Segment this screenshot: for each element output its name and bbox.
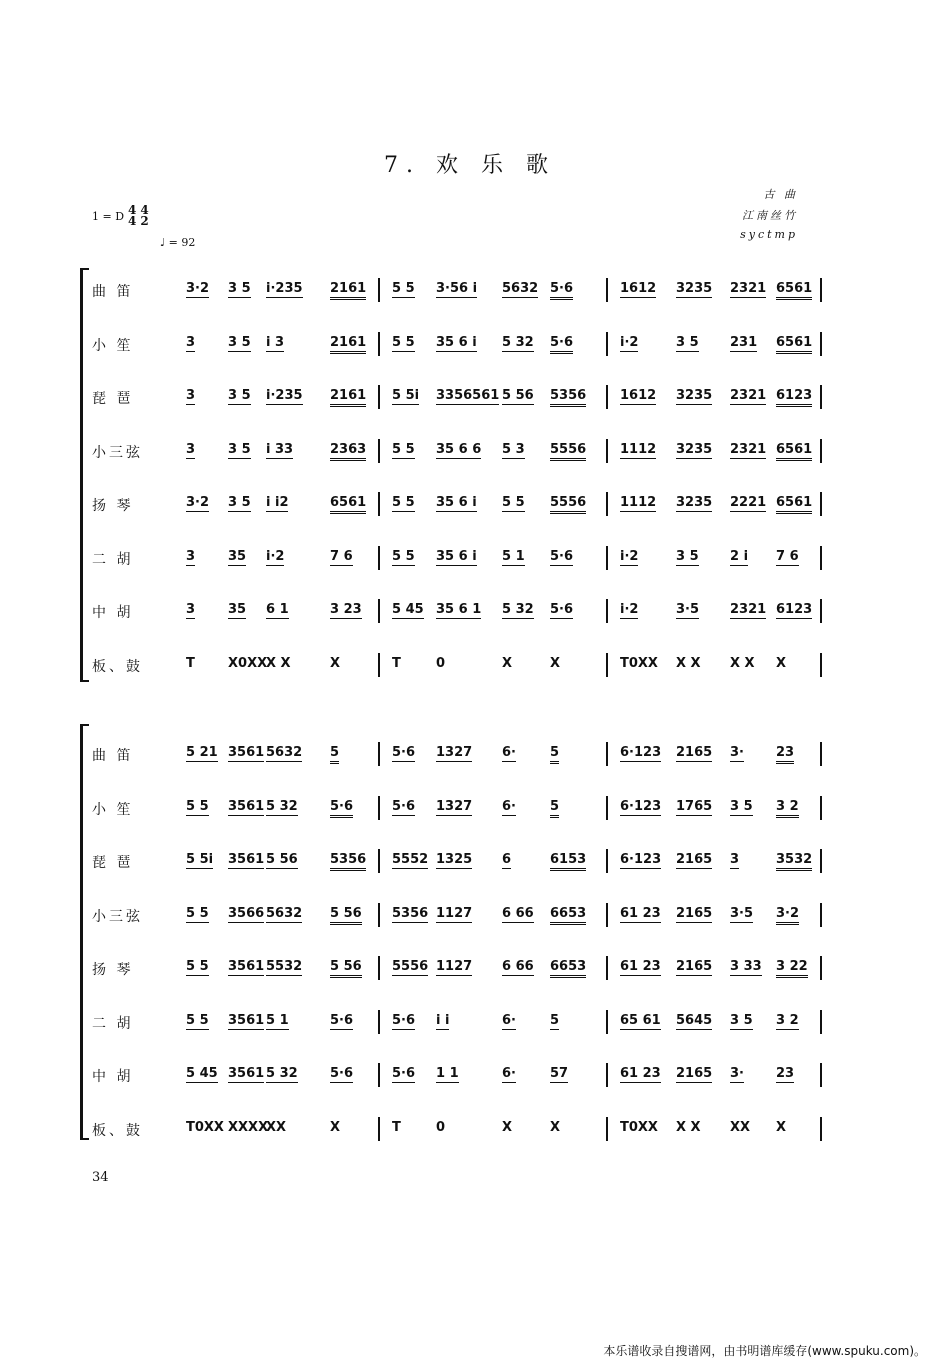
barline [820,546,822,570]
barline [606,546,608,570]
note-cell: i 3 [266,334,285,350]
barline [820,1010,822,1034]
note-cell: 3 [186,602,196,617]
note-cell: 1127 [436,959,473,974]
instrument-label: 曲 笛 [92,748,134,764]
barline [820,742,822,766]
note-cell: 5 56 [330,959,362,978]
note-cell: 5632 [266,905,303,921]
barline [378,796,380,820]
note-cell: 2165 [676,1066,713,1081]
note-cell: 6561 [776,442,812,461]
note-cell: 5 56 [330,906,362,925]
note-cell: 5·6 [330,1066,354,1081]
note-cell: 35 [228,548,247,564]
note-cell: i i2 [266,495,289,510]
barline [606,1010,608,1034]
note-cell: 5 56 [502,388,534,403]
note-cell: 2321 [730,388,767,403]
note-cell: 3356561 [436,388,500,403]
note-cell: 6·123 [620,798,662,814]
note-cell: 5 21 [186,745,218,760]
note-cell: 6561 [776,335,812,354]
note-cell: 3 23 [330,602,362,617]
note-cell: 6· [502,745,516,760]
note-cell: 5356 [550,388,586,407]
note-cell: 5 1 [266,1012,289,1028]
note-cell: 1327 [436,745,473,760]
note-cell: 3566 [228,905,265,921]
note-cell: 5 32 [502,334,534,350]
note-cell: 3 33 [730,959,762,974]
note-cell: i·235 [266,388,303,403]
note-cell: 23 [776,745,794,764]
note-cell: i·235 [266,281,303,296]
note-cell: 2165 [676,745,713,760]
note-cell: 5 [550,745,559,764]
note-cell: 3 [186,334,196,350]
note-cell: 0 [436,655,446,671]
note-cell: i·2 [266,548,285,564]
instrument-label: 扬 琴 [92,962,134,978]
note-cell: 5 5 [392,548,415,564]
note-cell: X X [266,655,291,671]
note-cell: 3 [186,388,196,403]
note-cell: 6·123 [620,852,662,867]
note-cell: 5532 [266,959,303,974]
note-cell: 3 5 [730,1012,753,1028]
note-cell: 3 2 [776,799,799,818]
note-cell: 3 [186,548,196,564]
barline [606,278,608,302]
note-cell: 6123 [776,388,812,407]
note-cell: 3235 [676,281,713,296]
note-cell: 1325 [436,852,473,867]
note-cell: 5632 [502,281,539,296]
barline [820,1117,822,1141]
note-cell: 5·6 [330,1012,354,1028]
note-cell: 3 5 [228,495,251,510]
barline [820,653,822,677]
barline [820,903,822,927]
note-cell: X X [730,655,755,671]
instrument-label: 小三弦 [92,908,143,925]
note-cell: 5 45 [392,602,424,617]
instrument-label: 曲 笛 [92,284,134,300]
note-cell: 2161 [330,281,366,300]
note-cell: 35 6 i [436,548,477,564]
note-cell: 5645 [676,1012,713,1028]
note-cell: 3235 [676,495,713,510]
note-cell: 3 5 [228,334,251,350]
note-cell: 3· [730,745,744,760]
barline [378,385,380,409]
barline [378,439,380,463]
note-cell: 5·6 [330,799,353,818]
note-cell: 1 1 [436,1066,459,1081]
note-cell: 23 [776,1066,795,1081]
note-cell: 5·6 [550,281,573,300]
note-cell: 3 [186,441,196,457]
barline [606,492,608,516]
note-cell: 5 5 [186,905,209,921]
note-cell: XX [730,1119,751,1135]
note-cell: 2363 [330,442,366,461]
note-cell: 6123 [776,602,813,617]
note-cell: X [502,655,513,671]
note-cell: 2161 [330,335,366,354]
note-cell: 5·6 [550,602,574,617]
note-cell: 3 5 [228,281,251,296]
barline [820,849,822,873]
note-cell: 5 5 [186,1012,209,1028]
note-cell: 6 1 [266,602,289,617]
note-cell: XXXX [228,1119,269,1135]
note-cell: 6 66 [502,959,534,974]
barline [378,742,380,766]
note-cell: X [776,655,787,671]
note-cell: i i [436,1012,450,1028]
instrument-label: 二 胡 [92,551,134,568]
note-cell: 6653 [550,959,586,978]
instrument-label: 琵 琶 [92,391,134,407]
note-cell: 6· [502,798,516,814]
note-cell: X X [676,655,701,671]
note-cell: 1612 [620,388,657,403]
note-cell: 3 5 [228,388,251,403]
instrument-label: 板、鼓 [92,1122,143,1139]
note-cell: 3561 [228,959,265,974]
note-cell: 35 6 i [436,495,477,510]
note-cell: 6· [502,1012,516,1028]
barline [606,439,608,463]
note-cell: 5556 [550,495,586,514]
note-cell: 3·5 [676,602,700,617]
note-cell: 1112 [620,441,657,457]
note-cell: 5 1 [502,548,525,564]
barline [820,278,822,302]
barline [378,546,380,570]
credit-arranger: syctmp [740,228,798,241]
key-label: 1 = D [92,209,125,223]
note-cell: 3·2 [776,906,799,925]
note-cell: 5·6 [550,548,574,564]
note-cell: 5 32 [502,602,534,617]
note-cell: 1765 [676,798,713,814]
note-cell: 65 61 [620,1012,661,1028]
barline [606,1117,608,1141]
note-cell: 2321 [730,602,767,617]
note-cell: 5·6 [392,798,416,814]
tempo-marking: ♩ = 92 [160,236,196,249]
note-cell: 5 [550,1012,560,1028]
note-cell: 5556 [392,959,429,974]
note-cell: 3 [730,852,740,867]
note-cell: 6561 [776,281,812,300]
note-cell: 5 5 [392,281,415,296]
instrument-label: 中 胡 [92,1069,134,1085]
note-cell: T [392,1119,401,1135]
instrument-label: 小 笙 [92,801,134,818]
note-cell: 6561 [776,495,812,514]
note-cell: i 33 [266,441,294,457]
note-cell: 6561 [330,495,366,514]
note-cell: 231 [730,334,758,350]
note-cell: i·2 [620,334,639,350]
note-cell: 6153 [550,852,586,871]
note-cell: 5 5i [392,388,420,403]
note-cell: 6 66 [502,905,534,921]
note-cell: 3235 [676,388,713,403]
note-cell: 5·6 [392,1012,416,1028]
note-cell: 5 5 [392,495,415,510]
note-cell: 5 [330,745,339,764]
note-cell: 1127 [436,905,473,921]
note-cell: 0 [436,1119,446,1135]
note-cell: X0XX [228,655,268,671]
note-cell: 7 6 [776,548,799,564]
note-cell: 2 i [730,548,749,564]
instrument-label: 小 笙 [92,337,134,354]
note-cell: 2165 [676,852,713,867]
note-cell: T0XX [620,1119,658,1135]
note-cell: 5 5 [186,959,209,974]
note-cell: 5 5i [186,852,214,867]
note-cell: i·2 [620,602,639,617]
note-cell: X [776,1119,787,1135]
note-cell: 5 5 [186,798,209,814]
note-cell: 3· [730,1066,744,1081]
note-cell: 3561 [228,852,265,867]
note-cell: 6 [502,852,512,867]
song-title: 7. 欢 乐 歌 [384,153,556,178]
barline [606,332,608,356]
source-footer: 本乐谱收录自搜谱网，由书明谱库缓存(www.spuku.com)。 [603,1344,926,1358]
note-cell: T0XX [186,1119,224,1135]
barline [606,903,608,927]
credit-origin: 古 曲 [763,188,798,201]
barline [378,1063,380,1087]
barline [820,492,822,516]
barline [378,1010,380,1034]
note-cell: X [330,655,341,671]
barline [378,332,380,356]
note-cell: 61 23 [620,959,661,974]
barline [378,599,380,623]
key-signature [92,205,149,227]
note-cell: 61 23 [620,1066,661,1081]
instrument-label: 扬 琴 [92,498,134,514]
barline [820,439,822,463]
barline [606,1063,608,1087]
note-cell: 3·5 [730,905,754,921]
system-brace [80,724,89,1140]
note-cell: 5 32 [266,798,298,814]
barline [378,653,380,677]
barline [378,903,380,927]
note-cell: 5·6 [392,1066,416,1081]
note-cell: 1612 [620,281,657,296]
note-cell: 57 [550,1066,569,1081]
note-cell: X X [676,1119,701,1135]
note-cell: 2165 [676,959,713,974]
time-signature-2: 4 2 [140,203,149,228]
note-cell: X [550,655,561,671]
barline [378,1117,380,1141]
note-cell: 5 56 [266,852,298,867]
barline [820,1063,822,1087]
note-cell: X [502,1119,513,1135]
system-brace [80,268,89,682]
note-cell: 5 5 [392,441,415,457]
barline [820,599,822,623]
instrument-label: 琵 琶 [92,855,134,871]
note-cell: 3·56 i [436,281,478,296]
note-cell: T [186,655,195,671]
barline [820,796,822,820]
note-cell: 35 6 1 [436,602,482,617]
note-cell: X [550,1119,561,1135]
note-cell: 5556 [550,442,586,461]
note-cell: 2221 [730,495,767,510]
barline [820,956,822,980]
credit-genre: 江南丝竹 [742,209,798,222]
note-cell: 3 5 [676,548,699,564]
note-cell: X [330,1119,341,1135]
note-cell: 7 6 [330,548,353,564]
note-cell: 5356 [330,852,366,871]
note-cell: 3561 [228,745,265,760]
barline [606,742,608,766]
note-cell: XX [266,1119,287,1135]
note-cell: 5 5 [392,334,415,350]
note-cell: 35 [228,602,247,617]
note-cell: T0XX [620,655,658,671]
note-cell: 2321 [730,441,767,457]
note-cell: 5·6 [392,745,416,760]
note-cell: 1327 [436,798,473,814]
note-cell: 5552 [392,852,429,867]
barline [378,849,380,873]
note-cell: 3·2 [186,281,210,296]
note-cell: 5 45 [186,1066,218,1081]
note-cell: 3235 [676,441,713,457]
note-cell: 6·123 [620,745,662,760]
barline [378,956,380,980]
barline [820,385,822,409]
barline [378,278,380,302]
note-cell: 35 6 i [436,334,477,350]
note-cell: 6653 [550,906,586,925]
barline [606,849,608,873]
note-cell: 5·6 [550,335,573,354]
note-cell: 3561 [228,1012,265,1028]
note-cell: 61 23 [620,905,661,921]
barline [606,956,608,980]
note-cell: i·2 [620,548,639,564]
instrument-label: 板、鼓 [92,658,143,675]
instrument-label: 二 胡 [92,1015,134,1032]
note-cell: 5 5 [502,495,525,510]
note-cell: 5356 [392,905,429,921]
barline [606,796,608,820]
note-cell: 5632 [266,745,303,760]
note-cell: 3·2 [186,495,210,510]
note-cell: 3 22 [776,959,808,978]
note-cell: 5 32 [266,1066,298,1081]
note-cell: 2161 [330,388,366,407]
note-cell: 3 2 [776,1012,799,1028]
barline [606,385,608,409]
note-cell: 6· [502,1066,516,1081]
instrument-label: 小三弦 [92,444,143,461]
barline [378,492,380,516]
note-cell: 5 3 [502,441,525,457]
page-number: 34 [92,1170,109,1185]
note-cell: 35 6 6 [436,441,482,457]
note-cell: T [392,655,401,671]
note-cell: 3 5 [676,334,699,350]
barline [606,653,608,677]
note-cell: 2165 [676,905,713,921]
note-cell: 3561 [228,798,265,814]
note-cell: 3 5 [730,798,753,814]
barline [606,599,608,623]
note-cell: 1112 [620,495,657,510]
note-cell: 5 [550,799,559,818]
note-cell: 3561 [228,1066,265,1081]
instrument-label: 中 胡 [92,605,134,621]
barline [820,332,822,356]
note-cell: 3532 [776,852,812,871]
note-cell: 3 5 [228,441,251,457]
time-signature-1: 4 4 [128,203,137,228]
note-cell: 2321 [730,281,767,296]
